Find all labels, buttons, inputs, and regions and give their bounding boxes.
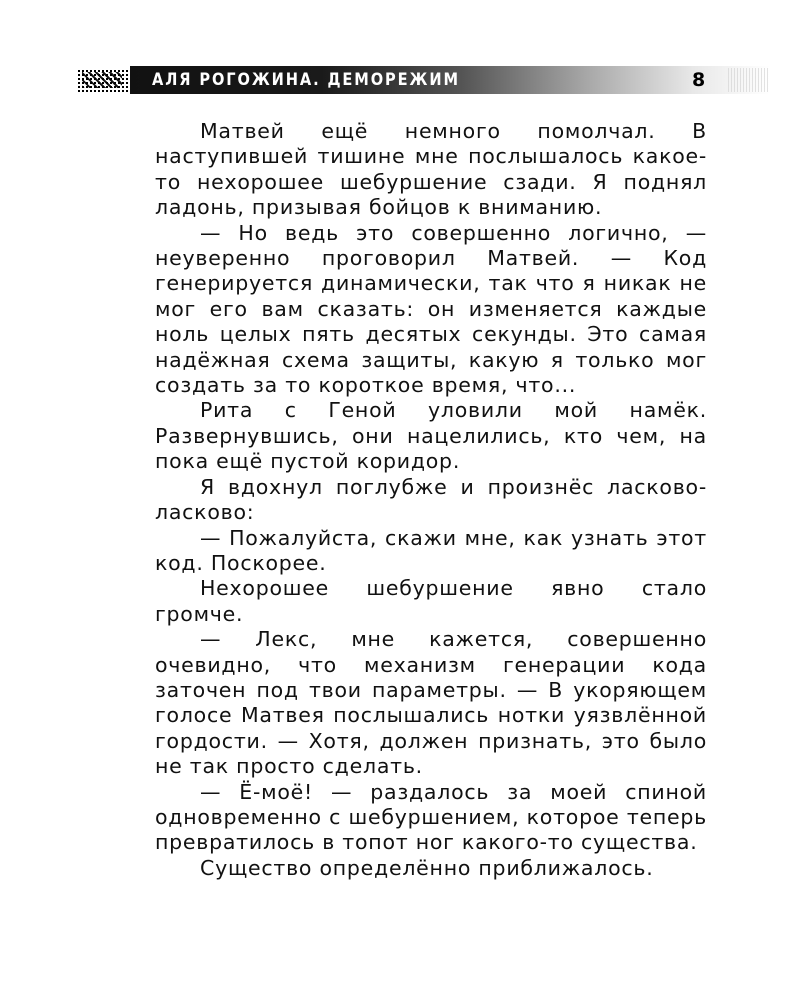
book-title: АЛЯ РОГОЖИНА. ДЕМОРЕЖИМ (152, 70, 460, 90)
paragraph: Матвей ещё немного помолчал. В наступившей тишине мне послышалось какое-то нехорошее шебуршение сзади. Я поднял ладонь, призывая бойцов к вниманию. (155, 119, 707, 220)
paragraph: Я вдохнул поглубже и произнёс ласково-ласково: (155, 474, 707, 525)
paragraph: Рита с Геной уловили мой намёк. Развернувшись, они нацелились, кто чем, на пока ещё пустой коридор. (155, 398, 707, 474)
running-head (78, 66, 770, 94)
paragraph: — Лекс, мне кажется, совершенно очевидно, что механизм генерации кода заточен под твои параметры. — В укоряющем голосе Матвея послышались нотки уязвлённой гордости. — Хотя, должен признать, это было не так просто сделать. (155, 627, 707, 779)
paragraph: — Но ведь это совершенно логично, — неуверенно проговорил Матвей. — Код генерируется динамически, так что я никак не мог его вам сказать: он изменяется каждые ноль целых пять десятых секунды. Это самая надёжная схема защиты, какую я только мог создать за то короткое время, что... (155, 220, 707, 398)
hatch-ornament-icon (82, 72, 122, 88)
paragraph: Нехорошее шебуршение явно стало громче. (155, 576, 707, 626)
paragraph: — Ё-моё! — раздалось за моей спиной одновременно с шебуршением, которое теперь превратилось в топот ног какого-то существа. (155, 779, 707, 855)
paragraph: Существо определённо приближалось. (200, 855, 654, 880)
paragraph: — Пожалуйста, скажи мне, как узнать этот код. Поскорее. (155, 525, 707, 575)
body-text (155, 119, 707, 881)
dot-texture-icon (728, 68, 770, 92)
page-number: 8 (692, 69, 706, 91)
